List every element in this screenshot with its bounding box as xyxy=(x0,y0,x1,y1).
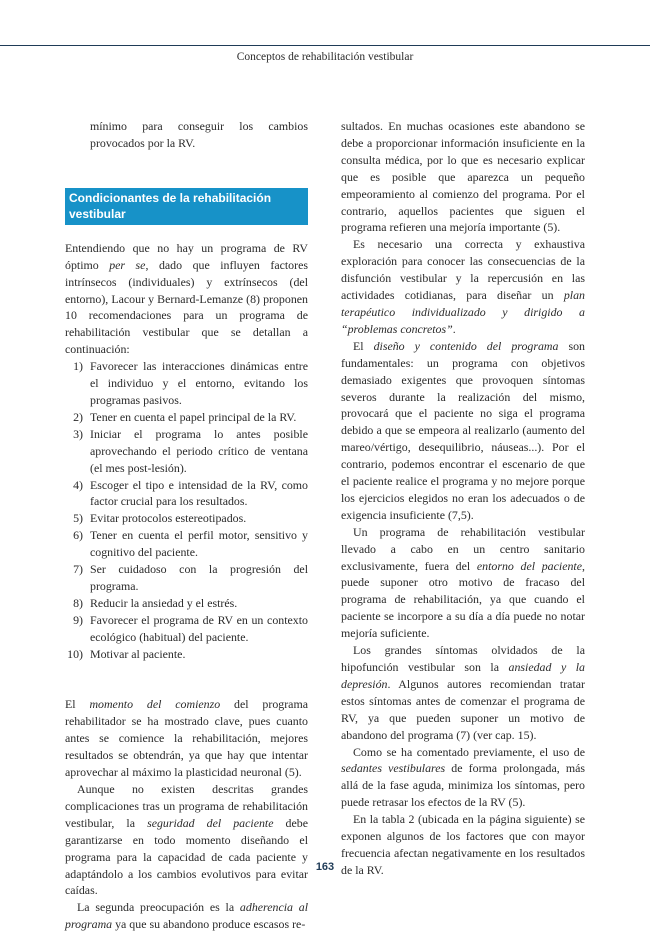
list-item xyxy=(65,527,308,561)
right-column xyxy=(341,118,585,879)
list-item-text: Ser cuidadoso con la progresión del programa. xyxy=(90,562,308,593)
list-item-number: 4) xyxy=(73,477,83,492)
list-item-text: Motivar al paciente. xyxy=(90,646,186,661)
safety-paragraph: Aunque no existen descritas grandes complicaciones tras un programa de rehabilitación vestibular, la seguridad del paciente debe garantizarse en todo momento diseñando el programa para la capacidad de cada paciente y adaptándolo a los cambios evolutivos para evitar caídas. xyxy=(65,782,309,898)
list-item-number: 8) xyxy=(73,595,83,610)
results-paragraph: sultados. En muchas ocasiones este abandono se debe a proporcionar información insuficiente en la consulta médica, por lo que es necesario explicar que es posible que aparezca un pequeño empeoramiento al comienzo del programa. Por el contrario, aquellos pacientes que siguen el programa refieren una mejoría importante (5). xyxy=(341,119,585,235)
list-item-number: 5) xyxy=(73,511,83,526)
list-item xyxy=(65,561,308,595)
running-header: Conceptos de rehabilitación vestibular xyxy=(236,51,414,63)
list-item-text: Reducir la ansiedad y el estrés. xyxy=(90,595,238,610)
list-item-text: Favorecer las interacciones dinámicas entre el individuo y el entorno, evitando los programas pasivos. xyxy=(90,359,308,407)
section-heading: Condicionantes de la rehabilitación vestibular xyxy=(65,188,308,225)
list-item-number: 7) xyxy=(73,562,83,577)
intro-paragraph: Entendiendo que no hay un programa de RV óptimo per se, dado que influyen factores intrínsecos (individuales) y extrínsecos (del entorno), Lacour y Bernard-Lemanze (8) proponen 10 recomendaciones para un programa de rehabilitación vestibular que se detallan a continuación: xyxy=(65,240,308,357)
list-item-number: 6) xyxy=(73,528,83,543)
list-item xyxy=(65,358,308,409)
list-item xyxy=(65,409,308,426)
list-item-number: 10) xyxy=(67,646,83,661)
list-item-text: Escoger el tipo e intensidad de la RV, como factor crucial para los resultados. xyxy=(90,477,308,509)
exploration-paragraph: Es necesario una correcta y exhaustiva exploración para conocer las consecuencias de la disfunción vestibular y la repercusión en las actividades cotidianas, para diseñar un plan terapéutico individualizado y dirigido a “problemas concretos”. xyxy=(341,237,585,336)
list-item xyxy=(65,595,308,612)
timing-paragraph: El momento del comienzo del programa rehabilitador se ha mostrado clave, pues cuanto antes se comience la rehabilitación, mejores resultados se obtendrán, ya que hay que intentar aprovechar al máximo la plasticidad neuronal (5). xyxy=(65,697,308,780)
list-item xyxy=(65,510,308,527)
anxiety-paragraph: Los grandes síntomas olvidados de la hipofunción vestibular son la ansiedad y la depresión. Algunos autores recomiendan tratar estos síntomas antes de comenzar el programa de RV, ya que pueden suponer un motivo de abandono del programa (7) (ver cap. 15). xyxy=(341,643,585,742)
sedatives-paragraph: Como se ha comentado previamente, el uso de sedantes vestibulares de forma prolongada, más allá de la fase aguda, minimiza los síntomas, pero puede retrasar los efectos de la RV (5). xyxy=(341,744,585,810)
list-item-text: Tener en cuenta el papel principal de la RV. xyxy=(90,409,297,424)
header-rule xyxy=(0,45,650,46)
list-item-number: 3) xyxy=(73,426,83,441)
list-item xyxy=(65,646,308,663)
environment-paragraph: Un programa de rehabilitación vestibular llevado a cabo en un centro sanitario exclusivamente, fuera del entorno del paciente, puede suponer otro motivo de fracaso del programa de rehabilitación, ya que cuando el paciente se incorpore a su día a día puede no notar mejoría suficiente. xyxy=(341,524,585,641)
list-item-text: Favorecer el programa de RV en un contexto ecológico (habitual) del paciente. xyxy=(90,612,308,644)
list-item-text: Tener en cuenta el perfil motor, sensitivo y cognitivo del paciente. xyxy=(90,528,308,560)
left-column xyxy=(65,118,308,933)
recommendations-list xyxy=(65,358,308,662)
list-item-number: 2) xyxy=(73,409,83,424)
list-item-number: 9) xyxy=(73,612,83,627)
list-item xyxy=(65,612,308,646)
table-reference-paragraph: En la tabla 2 (ubicada en la página siguiente) se exponen algunos de los factores que con mayor frecuencia afectan negativamente en los resultados de la RV. xyxy=(341,812,585,877)
spacer xyxy=(65,662,308,679)
list-item-number: 1) xyxy=(73,359,83,374)
list-item xyxy=(65,477,308,511)
list-item xyxy=(65,426,308,477)
list-item-text: Iniciar el programa lo antes posible aprovechando el periodo crítico de ventana (el mes post-lesión). xyxy=(90,426,308,475)
continuation-paragraph: mínimo para conseguir los cambios provocados por la RV. xyxy=(90,119,308,150)
page-number: 163 xyxy=(315,861,335,873)
spacer xyxy=(65,679,308,696)
design-paragraph: El diseño y contenido del programa son fundamentales: un programa con objetivos demasiado exigentes que provoquen síntomas severos durante la realización del mismo, provocará que el paciente no siga el programa debido a que se empeora al realizarlo (aumento del mareo/vértigo, desequilibrio, náuseas...). Por el contrario, podemos encontrar el escenario de que el paciente realice el programa y no mejore porque los ejercicios elegidos no eran los adecuados o de exigencia insuficiente (7,5). xyxy=(341,338,585,522)
list-item-text: Evitar protocolos estereotipados. xyxy=(90,511,247,526)
adherence-paragraph: La segunda preocupación es la adherencia al programa ya que su abandono produce escasos re- xyxy=(65,900,308,932)
